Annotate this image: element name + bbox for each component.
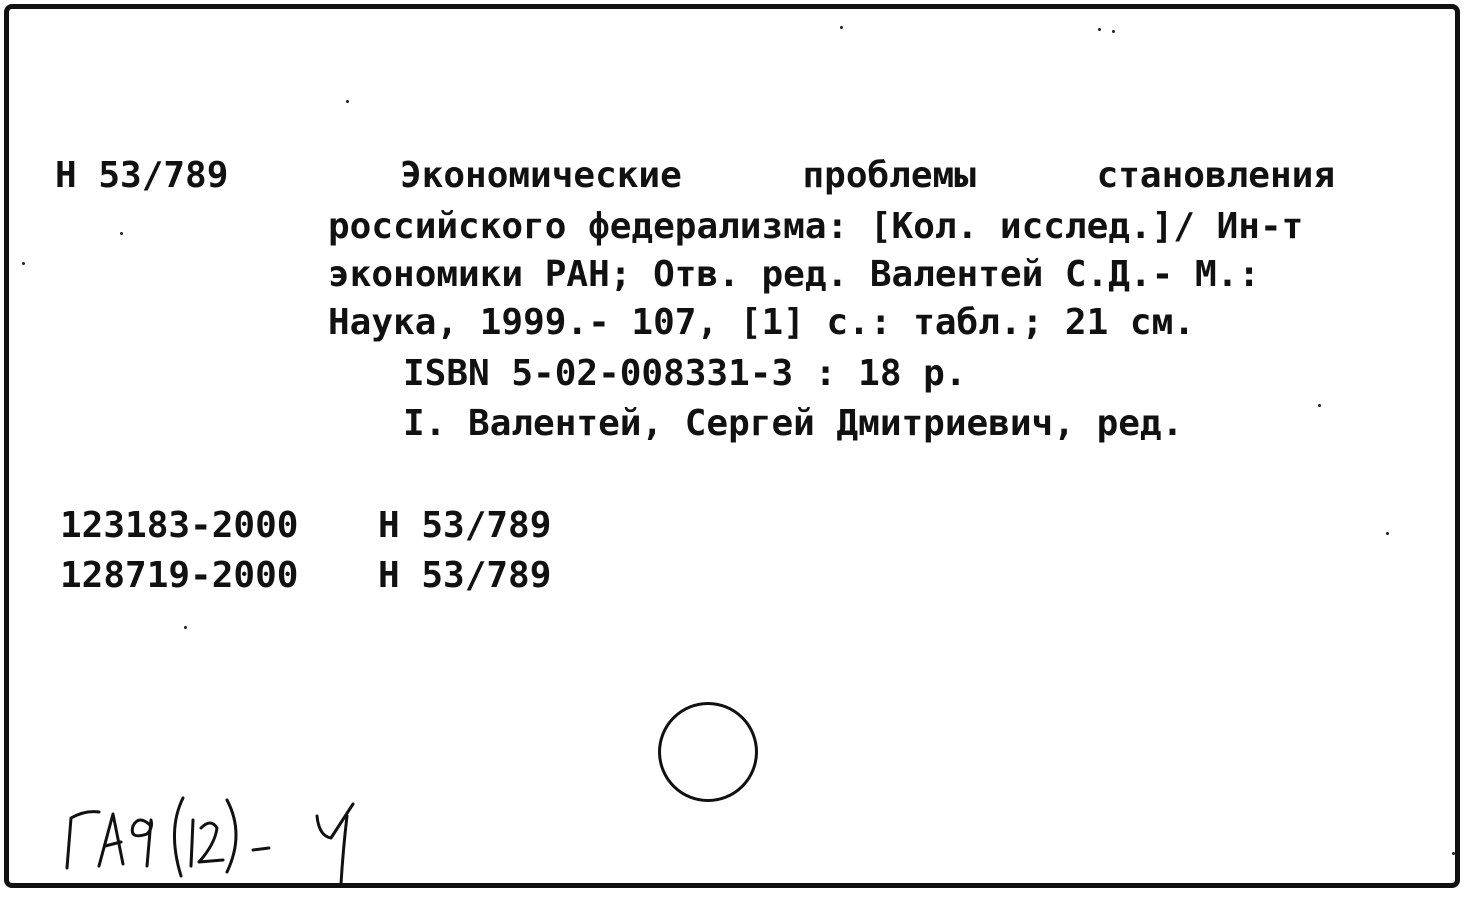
accession-shelfmark: Н 53/789 (378, 505, 552, 546)
shelfmark: Н 53/789 (55, 155, 229, 196)
isbn-line: ISBN 5-02-008331-3 : 18 р. (403, 353, 967, 394)
speck (1112, 30, 1115, 33)
accession-number: 128719-2000 (60, 555, 299, 596)
description-line-3: экономики РАН; Отв. ред. Валентей С.Д.- М.: (328, 254, 1260, 295)
speck (840, 26, 843, 29)
description-line-2: российского федерализма: [Кол. исслед.]/ Ин-т (328, 206, 1304, 247)
speck (22, 262, 25, 265)
added-entry: I. Валентей, Сергей Дмитриевич, ред. (403, 403, 1184, 444)
title-line: Экономические проблемы становления (400, 155, 1335, 196)
speck (184, 626, 187, 629)
accession-shelfmark: Н 53/789 (378, 555, 552, 596)
speck (1098, 28, 1101, 31)
speck (120, 232, 123, 235)
speck (1386, 532, 1389, 535)
handwritten-note (55, 780, 395, 890)
speck (1452, 852, 1455, 855)
description-line-4: Наука, 1999.- 107, [1] с.: табл.; 21 см. (328, 302, 1195, 343)
speck (346, 100, 349, 103)
accession-number: 123183-2000 (60, 505, 299, 546)
speck (1318, 404, 1321, 407)
punch-hole (658, 702, 758, 802)
